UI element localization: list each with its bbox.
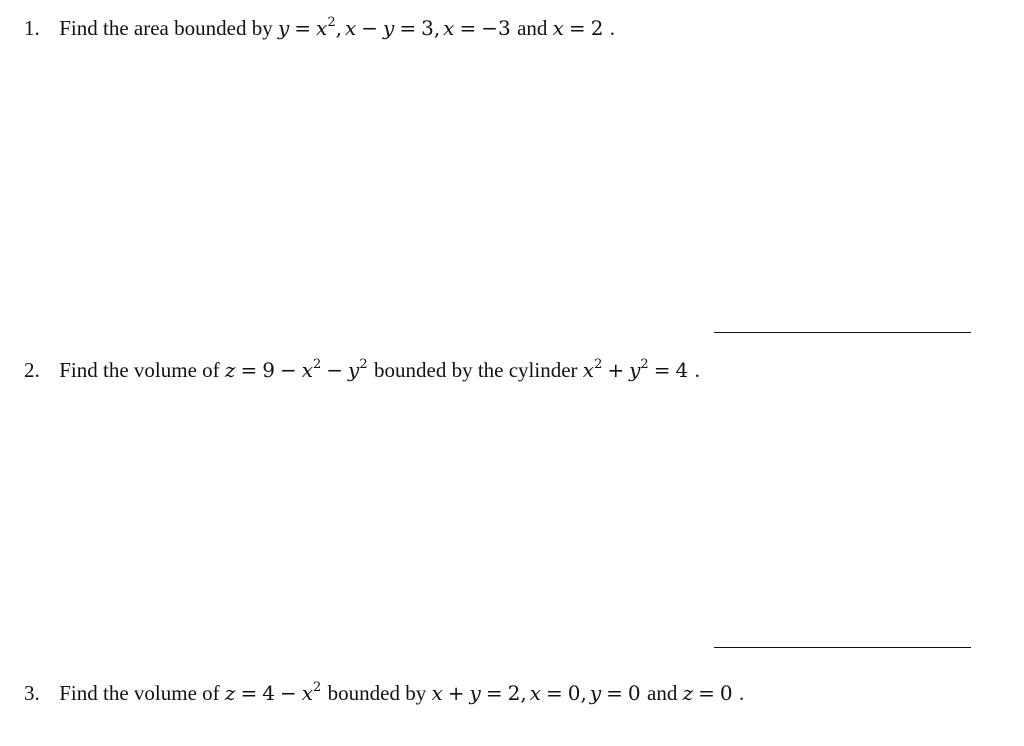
problem-3-end: . (738, 681, 745, 705)
problem-3-number: 3. (24, 681, 40, 705)
problem-1-and: and (517, 16, 548, 40)
answer-line-1 (714, 332, 971, 333)
problem-2-prompt: Find the volume of (59, 358, 220, 382)
problem-3-mid-text: bounded by (327, 681, 427, 705)
problem-3-and: and (647, 681, 678, 705)
problem-2-mid-text: bounded by the cylinder (374, 358, 578, 382)
problem-3 (24, 679, 744, 707)
problem-3-bounds-equations: x + y = 2, x = 0, y = 0 (431, 681, 641, 705)
problem-2 (24, 356, 700, 384)
problem-1-end: . (609, 16, 616, 40)
problem-1 (24, 14, 615, 42)
problem-3-surface-equation: $z = 4 - x^2$ (224, 680, 322, 705)
problem-2-surface-equation: $z = 9 - x^2 - y^2$ (224, 357, 368, 382)
problem-2-cylinder-equation: $x^2 + y^2 = 4$ (582, 357, 689, 382)
problem-3-plane-equation: z = 0 (682, 681, 733, 705)
problem-1-equation-1: $y = x^2$, x − y = 3, x = −3 (277, 15, 511, 40)
answer-line-2 (714, 647, 971, 648)
problem-1-equation-2: x = 2 (552, 16, 604, 40)
problem-1-number: 1. (24, 16, 40, 40)
problem-1-prompt: Find the area bounded by (59, 16, 273, 40)
problem-2-end: . (694, 358, 700, 382)
problem-2-number: 2. (24, 358, 40, 382)
problem-3-prompt: Find the volume of (59, 681, 220, 705)
